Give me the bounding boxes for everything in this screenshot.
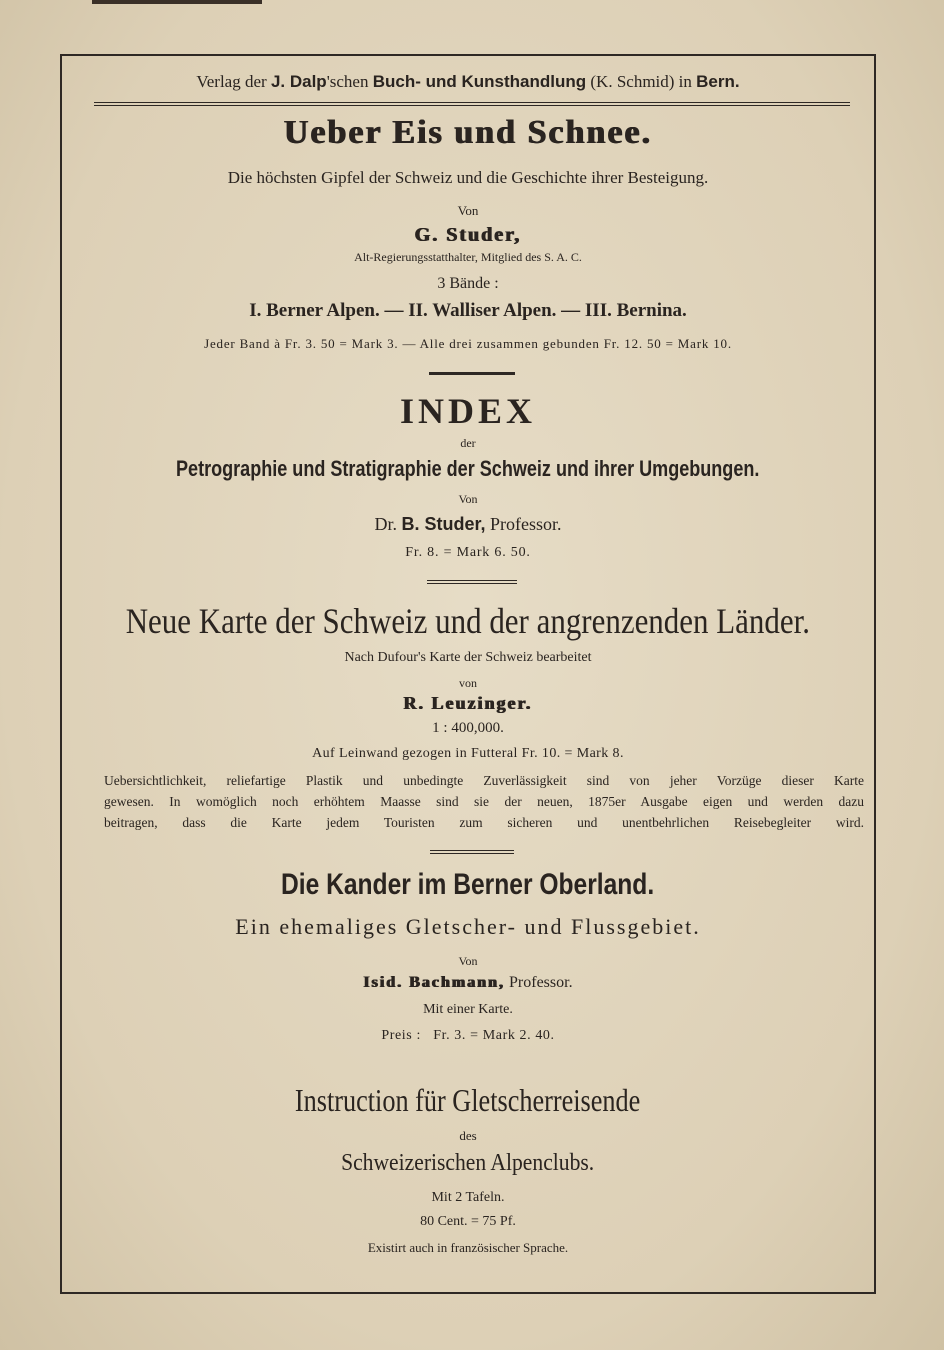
- book2-der: der: [460, 436, 476, 450]
- book2-author-title: Dr.: [374, 514, 397, 534]
- book1-parts: I. Berner Alpen. — II. Walliser Alpen. — III. Bernina.: [249, 300, 687, 321]
- publisher-shop: Buch- und Kunsthandlung: [372, 72, 587, 91]
- publisher-name: J. Dalp: [270, 72, 327, 91]
- section-divider-1: [429, 372, 515, 375]
- book3-description: [104, 770, 864, 833]
- book1-von: Von: [457, 203, 479, 218]
- book5-club: Schweizerischen Alpenclubs.: [341, 1150, 595, 1176]
- book4-author-role: Professor.: [509, 974, 573, 991]
- book4-author: Isid. Bachmann,: [363, 974, 506, 991]
- book4-note: Mit einer Karte.: [423, 1002, 513, 1017]
- section-divider-2: [427, 580, 517, 584]
- book5-title: Instruction für Gletscherreisende: [295, 1082, 641, 1118]
- book5-price: 80 Cent. = 75 Pf.: [420, 1214, 516, 1229]
- book4-title-row: [60, 868, 876, 902]
- book5-plates: Mit 2 Tafeln.: [431, 1190, 505, 1205]
- book3-von: von: [459, 676, 477, 690]
- book3-title: Neue Karte der Schweiz und der angrenzenden Länder.: [125, 601, 811, 641]
- book2-von: Von: [458, 492, 478, 506]
- book1-title: Ueber Eis und Schnee.: [283, 114, 653, 151]
- book3-scale: 1 : 400,000.: [432, 720, 504, 736]
- book3-subtitle: Nach Dufour's Karte der Schweiz bearbeitet: [344, 650, 592, 665]
- book2-author: B. Studer,: [401, 514, 486, 534]
- book3-desc-line: Uebersichtlichkeit, reliefartige Plastik und unbedingte Zuverlässigkeit sind von jeher Vorzüge dieser Karte: [104, 773, 864, 788]
- book3-desc-line: beitragen, dass die Karte jedem Touristen zum sicheren und unentbehrlichen Reisebegleiter wird.: [104, 815, 864, 830]
- book1-subtitle: Die höchsten Gipfel der Schweiz und die Geschichte ihrer Besteigung.: [227, 168, 709, 187]
- book3-author: R. Leuzinger.: [403, 693, 533, 713]
- book2-author-role: Professor.: [490, 514, 562, 534]
- publisher-prefix: Verlag der: [196, 72, 267, 91]
- book5-club-row: [60, 1150, 876, 1177]
- publisher-city: Bern.: [696, 72, 740, 91]
- book4-title: Die Kander im Berner Oberland.: [281, 868, 655, 901]
- book2-subtitle-row: [60, 456, 876, 482]
- publisher-divider: [94, 102, 850, 106]
- book2-title: INDEX: [399, 391, 536, 431]
- book3-desc-line: gewesen. In womöglich noch erhöhtem Maasse sind sie der neuen, 1875er Ausgabe eigen und werden dazu: [104, 794, 864, 809]
- publisher-line: [60, 72, 876, 92]
- book2-author-line: [60, 514, 876, 535]
- book2-price: Fr. 8. = Mark 6. 50.: [405, 545, 531, 560]
- book1-volumes: 3 Bände :: [437, 275, 499, 292]
- book1-price: Jeder Band à Fr. 3. 50 = Mark 3. — Alle drei zusammen gebunden Fr. 12. 50 = Mark 10.: [204, 336, 732, 351]
- book5-note: Existirt auch in französischer Sprache.: [367, 1240, 569, 1255]
- book4-price: Preis : Fr. 3. = Mark 2. 40.: [381, 1028, 555, 1043]
- book4-author-line: [60, 974, 876, 992]
- book1-author-desc: Alt-Regierungsstatthalter, Mitglied des S. A. C.: [354, 250, 582, 264]
- top-edge-mark: [92, 0, 262, 4]
- book5-des: des: [459, 1128, 477, 1143]
- book4-von: Von: [458, 954, 478, 968]
- book2-subtitle: Petrographie und Stratigraphie der Schweiz und ihrer Umgebungen.: [176, 456, 760, 481]
- book3-title-row: [60, 600, 876, 642]
- book5-title-row: [60, 1082, 876, 1119]
- publisher-owner: (K. Schmid) in: [590, 72, 692, 91]
- publisher-suffix: 'schen: [326, 72, 369, 91]
- book3-price: Auf Leinwand gezogen in Futteral Fr. 10. = Mark 8.: [312, 746, 624, 761]
- book4-subtitle: Ein ehemaliges Gletscher- und Flussgebiet.: [235, 914, 701, 939]
- book1-author: G. Studer,: [414, 224, 522, 246]
- section-divider-3: [430, 850, 514, 854]
